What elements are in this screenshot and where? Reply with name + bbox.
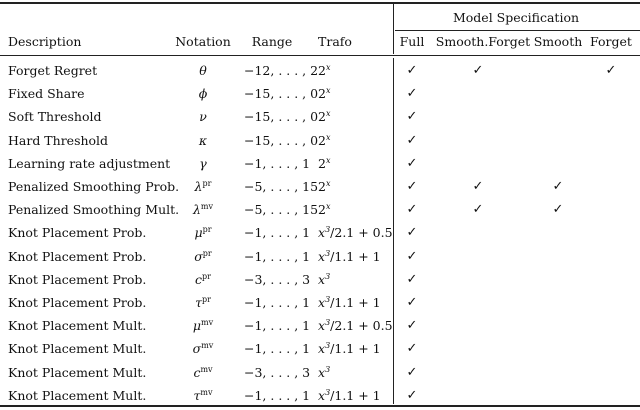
- row-trafo: [318, 226, 393, 240]
- check-icon-full: ✓: [406, 248, 418, 264]
- row-notation: [199, 157, 206, 171]
- check-icon-full: ✓: [406, 341, 418, 357]
- notation-symbol: θ: [199, 63, 207, 78]
- row-description: Penalized Smoothing Mult.: [8, 202, 180, 218]
- check-icon-full: ✓: [406, 295, 418, 310]
- trafo-base: 2: [318, 109, 326, 125]
- trafo-rest: /1.1 + 1: [330, 248, 381, 264]
- trafo-rest: /1.1 + 1: [330, 295, 381, 310]
- top-rule: [0, 2, 640, 4]
- check-icon-full: ✓: [406, 387, 418, 403]
- row-description: Knot Placement Prob.: [8, 271, 147, 287]
- trafo-base: x: [318, 248, 326, 264]
- notation-superscript: mv: [201, 318, 214, 328]
- trafo-exponent: 3: [325, 387, 331, 397]
- row-notation: [194, 250, 212, 264]
- check-icon-full: ✓: [406, 225, 418, 241]
- check-icon-full: ✓: [406, 132, 418, 148]
- notation-superscript: mv: [201, 341, 214, 351]
- row-description: Knot Placement Prob.: [8, 295, 147, 310]
- notation-symbol: τ: [195, 295, 202, 310]
- row-description: Forget Regret: [8, 63, 98, 78]
- model-specification-header: Model Specification: [452, 10, 580, 25]
- notation-symbol: σ: [194, 248, 203, 264]
- trafo-exponent: x: [325, 179, 331, 188]
- notation-symbol: μ: [192, 318, 202, 334]
- trafo-base: 2: [318, 202, 326, 218]
- row-trafo: [318, 87, 330, 101]
- row-description: Knot Placement Prob.: [8, 248, 147, 264]
- trafo-base: x: [318, 295, 326, 310]
- check-icon-full: ✓: [406, 155, 418, 171]
- row-notation: [199, 64, 207, 78]
- trafo-exponent: 3: [325, 271, 331, 281]
- trafo-base: x: [318, 387, 326, 403]
- trafo-rest: /2.1 + 0.5: [330, 318, 393, 334]
- row-range: −15, . . . , 0: [244, 109, 319, 125]
- trafo-base: x: [318, 364, 326, 380]
- row-notation: [193, 342, 214, 356]
- row-notation: [199, 110, 207, 124]
- notation-superscript: mv: [200, 387, 213, 397]
- row-range: −1, . . . , 1: [244, 318, 311, 334]
- notation-superscript: pr: [202, 271, 211, 281]
- notation-symbol: γ: [199, 155, 207, 171]
- trafo-base: x: [318, 271, 326, 287]
- trafo-base: 2: [318, 155, 326, 171]
- row-description: Fixed Share: [8, 86, 85, 102]
- trafo-exponent: 3: [325, 248, 331, 258]
- header-forget: Forget: [590, 34, 632, 49]
- trafo-rest: /1.1 + 1: [330, 387, 381, 403]
- row-range: −1, . . . , 1: [244, 387, 311, 403]
- check-icon-smooth-forget: ✓: [472, 202, 484, 218]
- row-description: Learning rate adjustment: [8, 155, 171, 171]
- trafo-exponent: 3: [325, 295, 331, 304]
- row-notation: [199, 134, 207, 148]
- trafo-rest: /2.1 + 0.5: [330, 225, 393, 241]
- header-rule: [0, 55, 640, 56]
- row-notation: [193, 366, 212, 380]
- notation-superscript: pr: [202, 225, 212, 235]
- trafo-base: x: [318, 225, 326, 241]
- header-notation: Notation: [175, 34, 231, 49]
- row-range: −1, . . . , 1: [244, 225, 311, 241]
- row-notation: [195, 296, 211, 310]
- trafo-exponent: 3: [325, 318, 331, 328]
- notation-symbol: c: [193, 364, 201, 380]
- check-icon-smooth-forget: ✓: [472, 179, 484, 194]
- row-range: −3, . . . , 3: [244, 364, 311, 380]
- row-trafo: [318, 366, 330, 380]
- notation-symbol: λ: [192, 202, 201, 218]
- row-description: Knot Placement Mult.: [8, 387, 147, 403]
- row-range: −1, . . . , 1: [244, 155, 311, 171]
- row-description: Knot Placement Mult.: [8, 341, 147, 357]
- notation-superscript: pr: [201, 295, 211, 304]
- trafo-rest: /1.1 + 1: [330, 341, 381, 357]
- notation-symbol: λ: [194, 179, 203, 194]
- trafo-exponent: 3: [325, 341, 331, 351]
- notation-superscript: pr: [202, 179, 212, 188]
- row-range: −12, . . . , 2: [244, 63, 319, 78]
- row-trafo: [318, 342, 381, 356]
- group-midrule: [395, 30, 640, 31]
- row-trafo: [318, 64, 330, 78]
- row-trafo: [318, 157, 330, 171]
- row-description: Soft Threshold: [8, 109, 102, 125]
- trafo-exponent: x: [325, 202, 331, 212]
- notation-symbol: τ: [193, 387, 201, 403]
- row-trafo: [318, 110, 330, 124]
- bottom-rule: [0, 405, 640, 407]
- trafo-base: x: [318, 318, 326, 334]
- check-icon-full: ✓: [406, 86, 418, 102]
- row-notation: [195, 180, 212, 194]
- trafo-base: x: [318, 341, 326, 357]
- notation-symbol: μ: [194, 225, 203, 241]
- row-trafo: [318, 203, 330, 217]
- row-range: −15, . . . , 0: [244, 132, 319, 148]
- check-icon-full: ✓: [406, 179, 418, 194]
- check-icon-smooth: ✓: [552, 202, 564, 218]
- trafo-exponent: x: [325, 109, 331, 119]
- header-full: Full: [399, 34, 425, 49]
- row-notation: [195, 273, 211, 287]
- row-trafo: [318, 250, 381, 264]
- row-description: Knot Placement Mult.: [8, 318, 147, 334]
- notation-symbol: c: [195, 271, 203, 287]
- row-trafo: [318, 319, 393, 333]
- row-notation: [193, 319, 213, 333]
- check-icon-smooth-forget: ✓: [472, 63, 484, 78]
- check-icon-smooth: ✓: [552, 179, 564, 194]
- trafo-exponent: x: [325, 63, 331, 72]
- trafo-exponent: x: [325, 155, 331, 165]
- column-separator-body: [393, 58, 394, 404]
- row-notation: [199, 87, 208, 101]
- check-icon-full: ✓: [406, 271, 418, 287]
- notation-symbol: ν: [199, 109, 207, 125]
- trafo-exponent: x: [325, 86, 331, 96]
- notation-symbol: σ: [192, 341, 202, 357]
- row-trafo: [318, 180, 330, 194]
- row-description: Knot Placement Prob.: [8, 225, 147, 241]
- row-range: −1, . . . , 1: [244, 341, 311, 357]
- row-trafo: [318, 273, 330, 287]
- trafo-base: 2: [318, 132, 326, 148]
- notation-superscript: mv: [200, 202, 214, 212]
- check-icon-full: ✓: [406, 63, 418, 78]
- row-description: Knot Placement Mult.: [8, 364, 147, 380]
- row-range: −15, . . . , 0: [244, 86, 319, 102]
- notation-symbol: κ: [198, 132, 208, 148]
- row-range: −3, . . . , 3: [244, 271, 311, 287]
- header-description: Description: [8, 34, 82, 49]
- row-range: −5, . . . , 15: [244, 179, 319, 194]
- check-icon-full: ✓: [406, 202, 418, 218]
- check-icon-full: ✓: [406, 364, 418, 380]
- row-notation: [193, 389, 212, 403]
- notation-superscript: pr: [202, 248, 212, 258]
- trafo-exponent: 3: [325, 225, 331, 235]
- check-icon-forget: ✓: [605, 63, 617, 78]
- notation-superscript: mv: [200, 364, 213, 374]
- check-icon-full: ✓: [406, 318, 418, 334]
- row-range: −5, . . . , 15: [244, 202, 319, 218]
- header-smooth: Smooth: [533, 34, 583, 49]
- column-separator-top: [393, 4, 394, 54]
- row-description: Penalized Smoothing Prob.: [8, 179, 180, 194]
- trafo-base: 2: [318, 86, 326, 102]
- row-range: −1, . . . , 1: [244, 248, 311, 264]
- row-range: −1, . . . , 1: [244, 295, 311, 310]
- check-icon-full: ✓: [406, 109, 418, 125]
- trafo-base: 2: [318, 179, 326, 194]
- header-range: Range: [251, 34, 293, 49]
- trafo-base: 2: [318, 63, 326, 78]
- row-notation: [193, 203, 213, 217]
- header-trafo: Trafo: [318, 34, 352, 49]
- row-description: Hard Threshold: [8, 132, 109, 148]
- row-trafo: [318, 296, 381, 310]
- trafo-exponent: 3: [325, 364, 331, 374]
- row-trafo: [318, 389, 381, 403]
- notation-symbol: ϕ: [198, 86, 208, 102]
- trafo-exponent: x: [325, 132, 331, 142]
- header-smooth-forget: Smooth.Forget: [435, 34, 531, 49]
- row-notation: [194, 226, 211, 240]
- row-trafo: [318, 134, 330, 148]
